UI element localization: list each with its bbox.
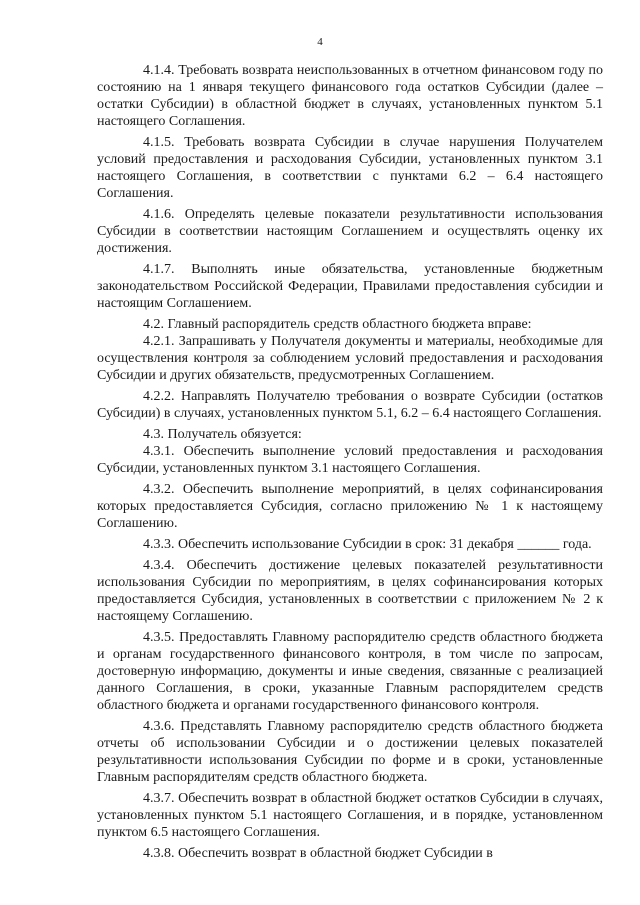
paragraph-4-2-2: 4.2.2. Направлять Получателю требования о возврате Субсидии (остатков Субсидии) в случаях, установленных пунктом 5.1, 6.2 – 6.4 настоящего Соглашения. <box>97 389 603 421</box>
paragraph-4-1-5: 4.1.5. Требовать возврата Субсидии в случае нарушения Получателем условий предоставления и расходования Субсидии, установленных пунктом 3.1 настоящего Соглашения, в соответствии с пунктами 6.2 – 6.4 настоящего Соглашения. <box>97 135 603 201</box>
paragraph-4-1-6: 4.1.6. Определять целевые показатели результативности использования Субсидии в соответствии настоящим Соглашением и осуществлять оценку их достижения. <box>97 207 603 256</box>
paragraph-4-1-4: 4.1.4. Требовать возврата неиспользованных в отчетном финансовом году по состоянию на 1 января текущего финансового года остатков Субсидии (далее – остатки Субсидии) в областной бюджет в случаях, установленных пунктом 5.1 настоящего Соглашения. <box>97 63 603 129</box>
paragraph-4-3-2: 4.3.2. Обеспечить выполнение мероприятий, в целях софинансирования которых предоставляется Субсидия, согласно приложению № 1 к настоящему Соглашению. <box>97 482 603 531</box>
paragraph-4-3-8: 4.3.8. Обеспечить возврат в областной бюджет Субсидии в <box>143 846 493 861</box>
paragraph-4-3-6: 4.3.6. Представлять Главному распорядителю средств областного бюджета отчеты об использовании Субсидии и о достижении целевых показателей результативности использования Субсидии по форме и в сроки, установленные Главным распорядителям средств областного бюджета. <box>97 719 603 785</box>
paragraph-4-3: 4.3. Получатель обязуется: <box>143 427 302 442</box>
paragraph-4-3-1: 4.3.1. Обеспечить выполнение условий предоставления и расходования Субсидии, установленных пунктом 3.1 настоящего Соглашения. <box>97 444 603 476</box>
page-number: 4 <box>317 36 323 48</box>
paragraph-4-2: 4.2. Главный распорядитель средств областного бюджета вправе: <box>143 317 532 332</box>
paragraph-4-1-7: 4.1.7. Выполнять иные обязательства, установленные бюджетным законодательством Российской Федерации, Правилами предоставления субсидии и настоящим Соглашением. <box>97 262 603 311</box>
paragraph-4-3-5: 4.3.5. Предоставлять Главному распорядителю средств областного бюджета и органам государственного финансового контроля, в том числе по запросам, достоверную информацию, документы и иные сведения, связанные с реализацией данного Соглашения, в сроки, указанные Главным распорядителем средств областного бюджета и органами государственного финансового контроля. <box>97 630 603 713</box>
document-body <box>97 62 603 866</box>
paragraph-4-3-3: 4.3.3. Обеспечить использование Субсидии в срок: 31 декабря ______ года. <box>143 537 592 552</box>
paragraph-4-3-4: 4.3.4. Обеспечить достижение целевых показателей результативности использования Субсидии по мероприятиям, в целях софинансирования которых предоставляется Субсидия, установленных в соответствии с приложением № 2 к настоящему Соглашению. <box>97 558 603 624</box>
paragraph-4-2-1: 4.2.1. Запрашивать у Получателя документы и материалы, необходимые для осуществления контроля за соблюдением условий предоставления и расходования Субсидии и других обязательств, предусмотренных Соглашением. <box>97 334 603 383</box>
paragraph-4-3-7: 4.3.7. Обеспечить возврат в областной бюджет остатков Субсидии в случаях, установленных пунктом 5.1 настоящего Соглашения, и в порядке, установленном пунктом 6.5 настоящего Соглашения. <box>97 791 603 840</box>
